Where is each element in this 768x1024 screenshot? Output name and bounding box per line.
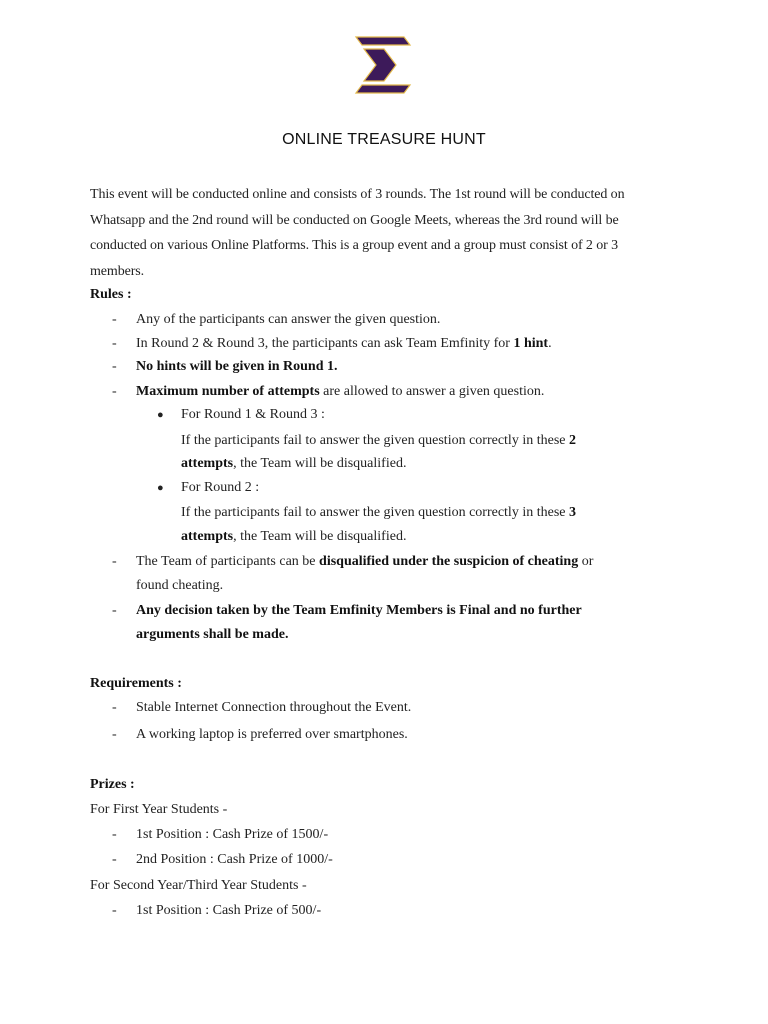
intro-line: This event will be conducted online and consists of 3 rounds. The 1st round will be conducted on	[90, 187, 625, 202]
rule-text: found cheating.	[136, 578, 224, 593]
rule-text	[136, 554, 593, 570]
sub-item-text	[181, 529, 406, 545]
intro-line: conducted on various Online Platforms. This is a group event and a group must consist of 2 or 3	[90, 238, 618, 253]
requirements-heading: Requirements :	[90, 676, 182, 691]
rule-text-bold: Maximum number of attempts	[136, 384, 320, 399]
dash-marker: -	[112, 336, 117, 351]
dash-marker: -	[112, 603, 117, 618]
rule-text-part: The Team of participants can be	[136, 554, 320, 569]
intro-line: Whatsapp and the 2nd round will be conducted on Google Meets, whereas the 3rd round will be	[90, 212, 619, 228]
prize-group-label: For First Year Students -	[90, 802, 228, 817]
sub-item-text	[181, 433, 576, 449]
rule-text-part: If the participants fail to answer the given question correctly in these	[181, 505, 569, 520]
rule-text-part: are allowed to answer a given question.	[319, 384, 545, 399]
rule-text-bold: arguments shall be made.	[136, 627, 289, 642]
rule-text-bold: attempts	[181, 529, 234, 544]
prize-text: 2nd Position : Cash Prize of 1000/-	[136, 852, 333, 867]
intro-line: members.	[90, 263, 145, 279]
sub-item-title: For Round 2 :	[181, 480, 260, 495]
rule-text-bold: No hints will be given in Round 1.	[136, 359, 338, 374]
sub-item-title: For Round 1 & Round 3 :	[181, 407, 325, 422]
rule-text-bold: 2	[568, 433, 576, 448]
page-title: ONLINE TREASURE HUNT	[282, 131, 486, 148]
rule-text-part: If the participants fail to answer the given question correctly in these	[181, 433, 569, 448]
rule-text: Any of the participants can answer the given question.	[136, 312, 441, 327]
dash-marker: -	[112, 852, 117, 867]
rule-text-part: , the Team will be disqualified.	[233, 529, 407, 544]
rule-text-part: or	[578, 554, 594, 569]
rule-text-bold: attempts	[181, 456, 234, 471]
prize-group-label: For Second Year/Third Year Students -	[90, 878, 307, 893]
rule-text-bold: 1 hint	[513, 336, 549, 351]
dash-marker: -	[112, 903, 117, 918]
dash-marker: -	[112, 727, 117, 742]
rule-text	[136, 384, 544, 400]
intro-paragraph	[90, 182, 690, 284]
rule-text-bold: Any decision taken by the Team Emfinity Members is Final and no further	[136, 603, 582, 618]
prize-text: 1st Position : Cash Prize of 500/-	[136, 903, 322, 918]
sigma-logo-icon	[350, 33, 420, 97]
bullet-icon: ●	[157, 482, 164, 494]
prizes-heading: Prizes :	[90, 777, 135, 792]
rule-text-part: .	[548, 336, 552, 351]
sub-item-text	[181, 456, 406, 472]
requirement-text: Stable Internet Connection throughout the Event.	[136, 700, 412, 715]
rules-heading: Rules :	[90, 287, 132, 302]
rule-text	[136, 336, 552, 352]
dash-marker: -	[112, 827, 117, 842]
rule-text-bold: 3	[568, 505, 576, 520]
rule-text-part: In Round 2 & Round 3, the participants can ask Team Emfinity for	[136, 336, 514, 351]
dash-marker: -	[112, 384, 117, 399]
bullet-icon: ●	[157, 409, 164, 421]
sub-item-text	[181, 505, 576, 521]
dash-marker: -	[112, 554, 117, 569]
requirement-text: A working laptop is preferred over smartphones.	[136, 727, 408, 742]
prize-text: 1st Position : Cash Prize of 1500/-	[136, 827, 329, 842]
rule-text-part: , the Team will be disqualified.	[233, 456, 407, 471]
dash-marker: -	[112, 700, 117, 715]
dash-marker: -	[112, 312, 117, 327]
rule-text-bold: disqualified under the suspicion of cheating	[319, 554, 579, 569]
dash-marker: -	[112, 359, 117, 374]
